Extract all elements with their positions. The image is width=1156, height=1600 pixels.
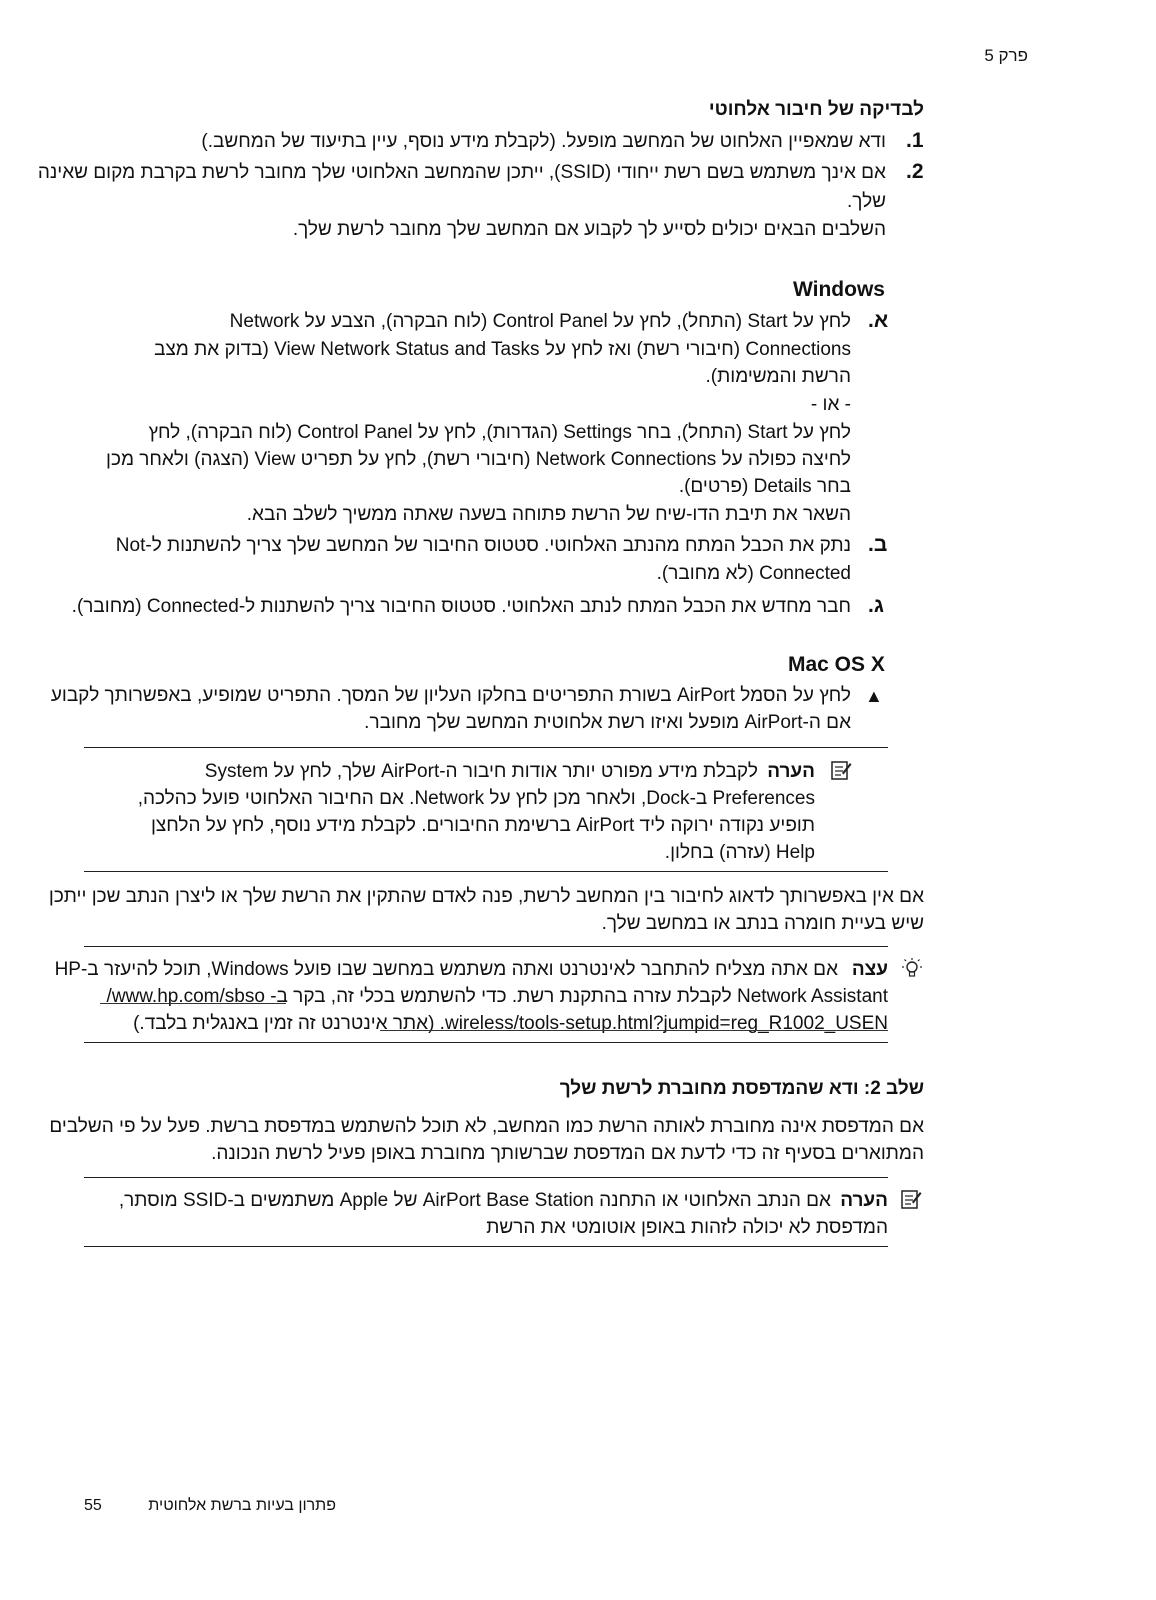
note-line: Preferences ב-Dock, ולאחר מכן לחץ על Network. אם החיבור האלחוטי פועל כהלכה, (137, 788, 815, 809)
note-line: Help (עזרה) בחלון. (664, 842, 815, 863)
windows-a-line: בחר Details (פרטים). (678, 476, 851, 497)
windows-heading: Windows (793, 278, 885, 301)
tip-bottom-rule (84, 1042, 888, 1043)
note-line: תופיע נקודה ירוקה ליד AirPort ברשימת החיבורים. לקבלת מידע נוסף, לחץ על הלחצן (150, 815, 815, 836)
note-top-rule (84, 747, 888, 748)
mac-line: לחץ על הסמל AirPort בשורת התפריטים בחלקו העליון של המסך. התפריט שמופיע, באפשרותך לקבוע (50, 685, 851, 706)
paragraph-line: אם אין באפשרותך לדאוג לחיבור בין המחשב לרשת, פנה לאדם שהתקין את הרשת שלך או ליצרן הנתב שכן ייתכן (48, 886, 924, 907)
windows-a-line: השאר את תיבת הדו-שיח של הרשת פתוחה בשעה שאתה ממשיך לשלב הבא. (246, 504, 851, 525)
substep-marker: .ב (868, 533, 888, 556)
tip-line: אם אתה מצליח להתחבר לאינטרנט ואתה משתמש במחשב שבו פועל Windows, תוכל להיעזר ב-HP (54, 959, 838, 980)
mac-heading: Mac OS X (788, 653, 885, 676)
step-number: .2 (906, 160, 924, 183)
windows-a-line: לחיצה כפולה על Network Connections (חיבורי רשת), לחץ על תפריט View (הצגה) ולאחר מכן (106, 449, 851, 470)
section-title: לבדיקה של חיבור אלחוטי (708, 99, 924, 120)
substep-marker: .א (868, 309, 889, 332)
step-2-line: אם אינך משתמש בשם רשת ייחודי (SSID), ייתכן שהמחשב האלחוטי שלך מחובר לרשת בקרבת מקום שאינה (37, 162, 886, 183)
or-separator: - או - (810, 394, 851, 415)
note-line: לקבלת מידע מפורט יותר אודות חיבור ה-AirPort שלך, לחץ על System (204, 761, 758, 782)
note-top-rule (84, 1177, 888, 1178)
windows-a-line: Connections (חיבורי רשת) ואז לחץ על View Network Status and Tasks (בדוק את מצב (154, 339, 851, 360)
note-label: הערה (767, 761, 815, 782)
windows-c-line: חבר מחדש את הכבל המתח לנתב האלחוטי. סטטוס החיבור צריך להשתנות ל-Connected (מחובר). (71, 596, 851, 617)
note-line: המדפסת לא יכולה לזהות באופן אוטומטי את הרשת (486, 1217, 888, 1238)
note-bottom-rule (84, 1246, 888, 1247)
page-number: 55 (84, 1497, 102, 1514)
lightbulb-icon (901, 957, 923, 979)
step-paragraph-line: המתוארים בסעיף זה כדי לדעת אם המדפסת שברשותך מחוברת באופן פעיל לרשת הנכונה. (211, 1143, 924, 1164)
tip-line: wireless/tools-setup.html?jumpid=reg_R1002_USEN. (אתר אינטרנט זה זמין באנגלית בלבד.) (133, 1013, 888, 1034)
step-2-line: שלך. (847, 191, 886, 212)
note-label: הערה (840, 1190, 888, 1211)
mac-line: אם ה-AirPort מופעל ואיזו רשת אלחוטית המחשב שלך מחובר. (364, 712, 851, 733)
tip-label: עצה (851, 959, 888, 980)
step-paragraph-line: אם המדפסת אינה מחוברת לאותה הרשת כמו המחשב, לא תוכל להשתמש במדפסת ברשת. פעל על פי השלבים (49, 1116, 924, 1137)
paragraph-line: שיש בעיית חומרה בנתב או במחשב שלך. (601, 913, 924, 934)
note-icon (830, 759, 852, 781)
step-number: .1 (906, 129, 924, 152)
chapter-label: פרק 5 (984, 46, 1028, 65)
bullet-icon: ▲ (865, 686, 883, 706)
tip-top-rule (84, 946, 888, 947)
section-intro: השלבים הבאים יכולים לסייע לך לקבוע אם המחשב שלך מחובר לרשת שלך. (292, 219, 886, 240)
note-bottom-rule (84, 871, 888, 872)
windows-a-line: הרשת והמשימות). (705, 366, 851, 387)
windows-a-line: לחץ על Start (התחל), בחר Settings (הגדרות), לחץ על Control Panel (לוח הבקרה), לחץ (148, 422, 851, 443)
windows-b-line: נתק את הכבל המתח מהנתב האלחוטי. סטטוס החיבור של המחשב שלך צריך להשתנות ל-Not (115, 535, 851, 556)
note-line: אם הנתב האלחוטי או התחנה AirPort Base Station של Apple משתמשים ב-SSID מוסתר, (118, 1190, 831, 1211)
note-icon (900, 1188, 922, 1210)
link-underline (380, 1030, 888, 1031)
link-underline (100, 1003, 286, 1004)
windows-b-line: Connected (לא מחובר). (656, 563, 851, 584)
windows-a-line: לחץ על Start (התחל), לחץ על Control Panel (לוח הבקרה), הצבע על Network (229, 311, 851, 332)
footer-title: פתרון בעיות ברשת אלחוטית (148, 1497, 336, 1514)
substep-marker: .ג (868, 594, 884, 617)
step-heading: שלב 2: ודא שהמדפסת מחוברת לרשת שלך (559, 1078, 924, 1099)
step-1-text: ודא שמאפיין האלחוט של המחשב מופעל. (לקבלת מידע נוסף, עיין בתיעוד של המחשב.) (201, 131, 886, 152)
tip-line: Network Assistant לקבלת עזרה בהתקנת רשת. כדי להשתמש בכלי זה, בקר ב- www.hp.com/sbso/ (106, 986, 888, 1007)
